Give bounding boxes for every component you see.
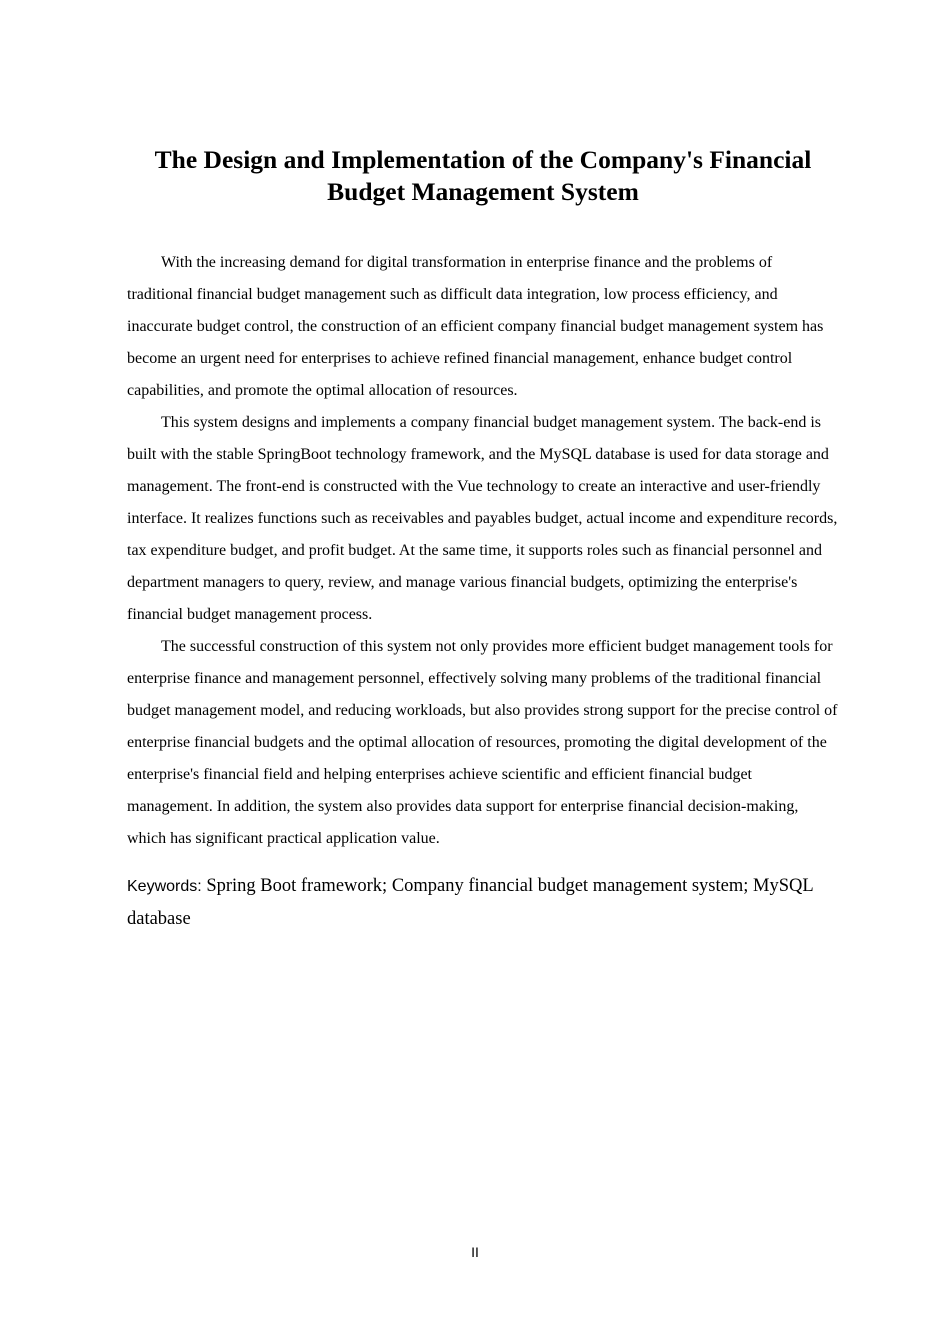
title-line-2: Budget Management System xyxy=(327,177,639,206)
keywords-text: Spring Boot framework; Company financial budget management system; MySQL database xyxy=(127,876,813,929)
keywords-line xyxy=(127,870,839,935)
title-line-1: The Design and Implementation of the Company's Financial xyxy=(154,145,812,174)
abstract-body xyxy=(127,247,839,855)
abstract-paragraph-2: This system designs and implements a company financial budget management system. The back-end is built with the stable SpringBoot technology framework, and the MySQL database is used for data storage and management. The front-end is constructed with the Vue technology to create an interactive and user-friendly interface. It realizes functions such as receivables and payables budget, actual income and expenditure records, tax expenditure budget, and profit budget. At the same time, it supports roles such as financial personnel and department managers to query, review, and manage various financial budgets, optimizing the enterprise's financial budget management process. xyxy=(127,414,838,623)
document-title xyxy=(127,144,839,208)
page-number: II xyxy=(471,1244,479,1260)
keywords-label: Keywords: xyxy=(127,878,202,895)
abstract-paragraph-3: The successful construction of this system not only provides more efficient budget management tools for enterprise finance and management personnel, effectively solving many problems of the traditional financial budget management model, and reducing workloads, but also provides strong support for the precise control of enterprise financial budgets and the optimal allocation of resources, promoting the digital development of the enterprise's financial field and helping enterprises achieve scientific and efficient financial budget management. In addition, the system also provides data support for enterprise financial decision-making, which has significant practical application value. xyxy=(127,638,838,847)
abstract-paragraph-1: With the increasing demand for digital transformation in enterprise finance and the problems of traditional financial budget management such as difficult data integration, low process efficiency, and inaccurate budget control, the construction of an efficient company financial budget management system has become an urgent need for enterprises to achieve refined financial management, enhance budget control capabilities, and promote the optimal allocation of resources. xyxy=(127,254,824,399)
